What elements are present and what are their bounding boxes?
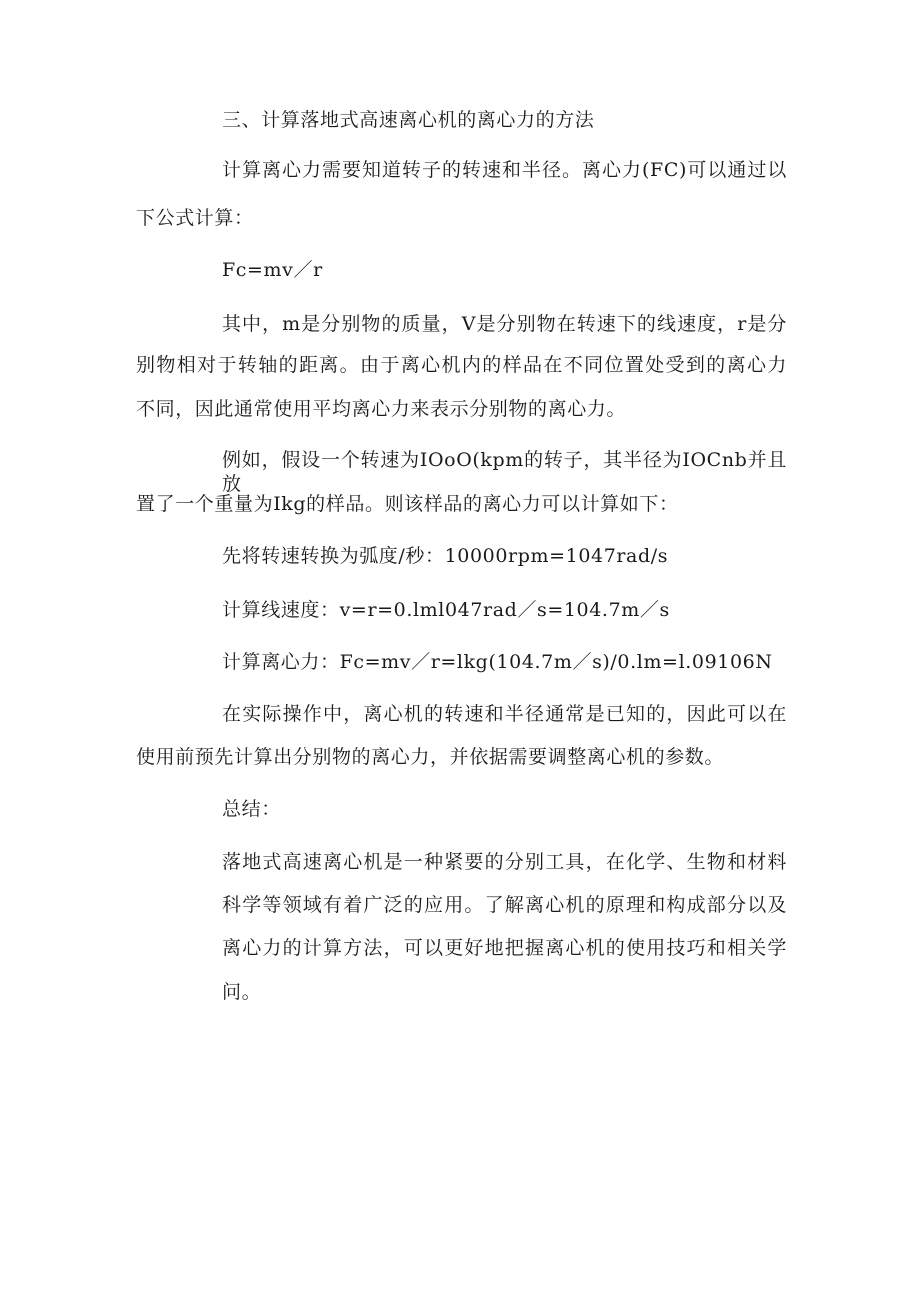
- explain-line-3: 不同，因此通常使用平均离心力来表示分别物的离心力。: [136, 398, 627, 420]
- explain-line-1: 其中，m是分别物的质量，V是分别物在转速下的线速度，r是分: [222, 313, 787, 335]
- summary-line-3: 离心力的计算方法，可以更好地把握离心机的使用技巧和相关学: [222, 937, 787, 959]
- intro-line-2: 下公式计算：: [136, 207, 254, 229]
- practice-line-1: 在实际操作中，离心机的转速和半径通常是已知的，因此可以在: [222, 703, 787, 725]
- section-heading: 三、计算落地式高速离心机的离心力的方法: [222, 109, 595, 131]
- practice-line-2: 使用前预先计算出分别物的离心力，并依据需要调整离心机的参数。: [136, 746, 725, 768]
- summary-line-1: 落地式高速离心机是一种紧要的分别工具，在化学、生物和材料: [222, 851, 787, 873]
- explain-line-2: 别物相对于转轴的距离。由于离心机内的样品在不同位置处受到的离心力: [136, 354, 787, 376]
- example-line-1: 例如，假设一个转速为IOoO(kpm的转子，其半径为IOCnb并且放: [222, 449, 787, 495]
- summary-label: 总结：: [222, 798, 281, 820]
- intro-line-1: 计算离心力需要知道转子的转速和半径。离心力(FC)可以通过以: [222, 159, 787, 181]
- summary-line-4: 问。: [222, 981, 262, 1003]
- calc-step-3: 计算离心力：Fc=mv／r=lkg(104.7m／s)/0.lm=l.09106N: [222, 651, 773, 673]
- calc-step-2: 计算线速度：v=r=0.lml047rad／s=104.7m／s: [222, 599, 670, 621]
- formula: Fc=mv／r: [222, 259, 323, 281]
- calc-step-1: 先将转速转换为弧度/秒：10000rpm=1047rad/s: [222, 545, 669, 567]
- summary-line-2: 科学等领域有着广泛的应用。了解离心机的原理和构成部分以及: [222, 894, 787, 916]
- example-line-2: 置了一个重量为Ikg的样品。则该样品的离心力可以计算如下：: [136, 493, 679, 515]
